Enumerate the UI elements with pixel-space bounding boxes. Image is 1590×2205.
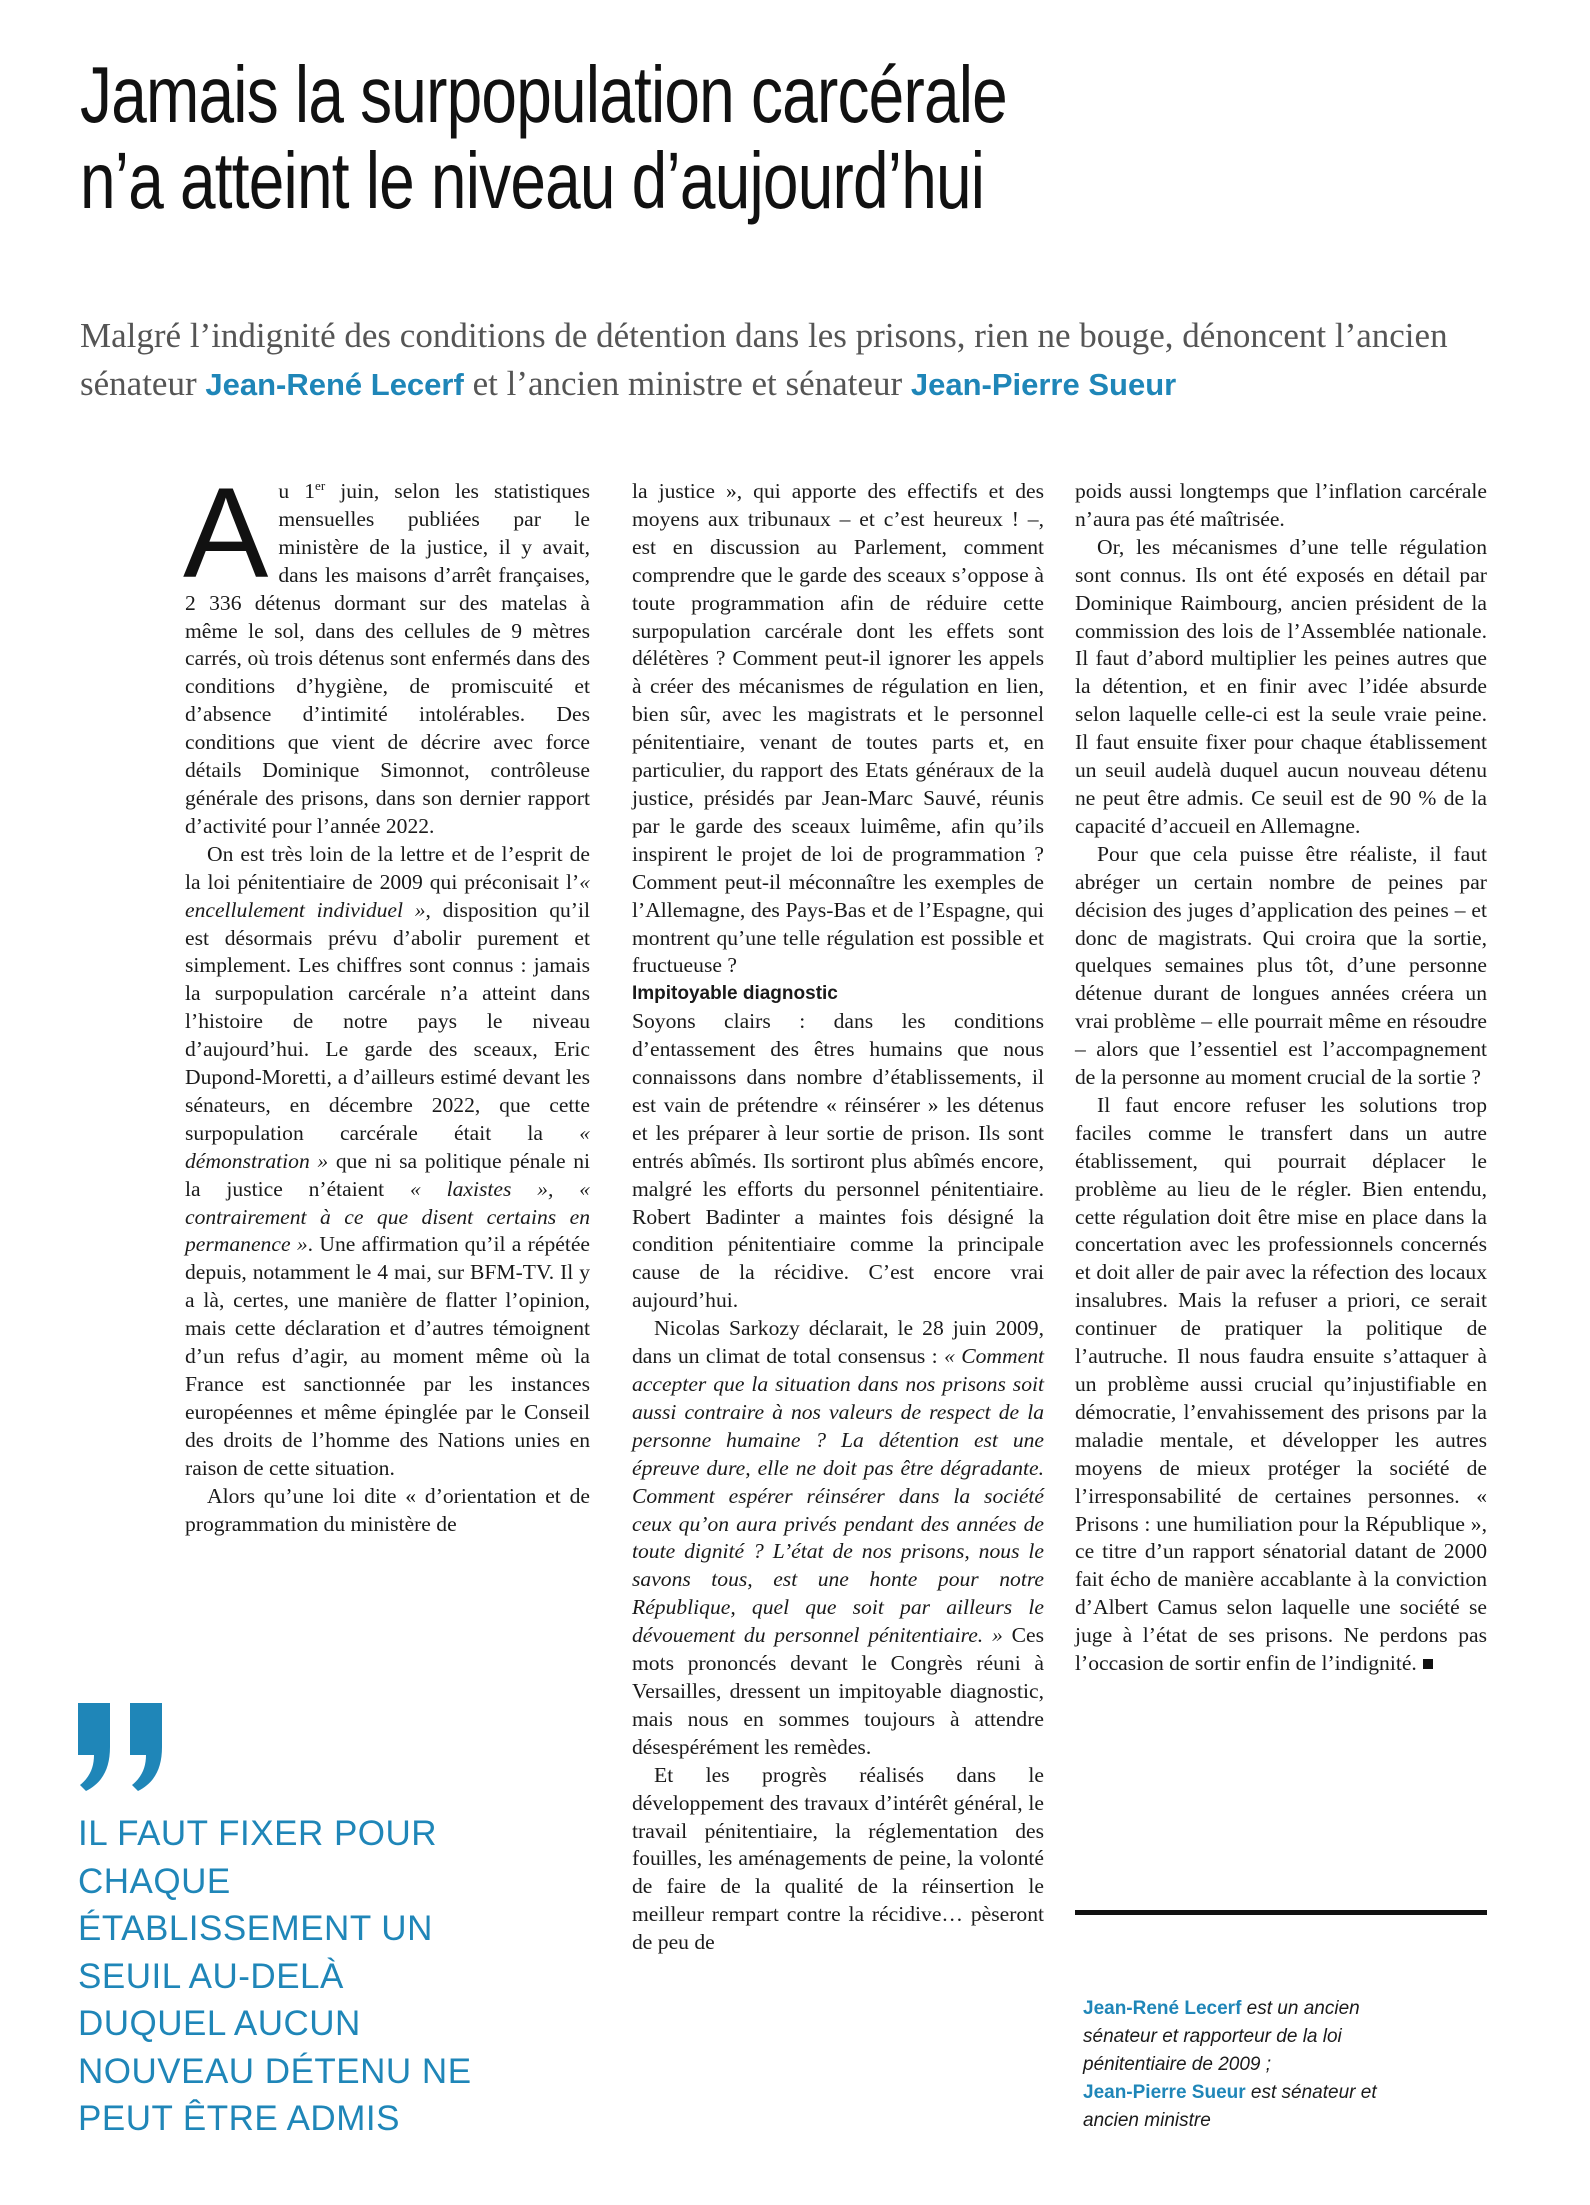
author-bio xyxy=(1083,1995,1423,2135)
bio-author-2: Jean-Pierre Sueur xyxy=(1083,2082,1246,2103)
article-column-2 xyxy=(632,478,1044,1957)
subtitle-author-2: Jean-Pierre Sueur xyxy=(910,367,1177,402)
paragraph: la justice », qui apporte des effectifs et des moyens aux tribunaux – et c’est heureux ! –, est en discussion au Parlement, comment comprendre que le garde des sceaux s’oppose à toute programmation afin de réduire cette surpopulation carcérale dont les effets sont délétères ? Comment peut-il ignorer les appels à créer des mécanismes de régulation en lien, bien sûr, avec les magistrats et le personnel pénitentiaire, venant de toutes parts et, en particulier, du rapport des Etats généraux de la justice, présidés par Jean-Marc Sauvé, réunis par le garde des sceaux luimême, afin qu’ils inspirent le projet de loi de programmation ? Comment peut-il méconnaître les exemples de l’Allemagne, des Pays-Bas et de l’Espagne, qui montrent qu’une telle régulation est possible et fructueuse ? xyxy=(632,479,1044,978)
quote-text: « Comment accepter que la situation dans nos prisons soit aussi contraire à nos valeurs de respect de la personne humaine ? La détention est une épreuve dure, elle ne doit pas être dégradante. Comment espérer réinsérer dans la société ceux qu’on aura privés pendant des années de toute dignité ? L’état de nos prisons, nous le savons tous, est une honte pour notre République, quel que soit par ailleurs le dévouement du personnel pénitentiaire. » xyxy=(632,1344,1044,1648)
paragraph xyxy=(183,462,590,841)
title-line-2: n’a atteint le niveau d’aujourd’hui xyxy=(80,136,985,225)
paragraph: Alors qu’une loi dite « d’orientation et de programmation du ministère de xyxy=(185,1483,590,1536)
end-square-icon xyxy=(1423,1659,1433,1669)
subtitle-author-1: Jean-René Lecerf xyxy=(205,367,464,402)
paragraph-text: , disposition qu’il est désormais prévu d’abolir purement et simplement. Les chiffres sont connus : jamais la surpopulation carcérale n’a atteint dans l’histoire de notre pays le niveau d’aujourd’hui. Le garde des sceaux, Eric Dupond-Moretti, a d’ailleurs estimé devant les sénateurs, en décembre 2022, que cette surpopulation carcérale était la xyxy=(185,897,590,1145)
subtitle-text-2: et l’ancien ministre et sénateur xyxy=(463,364,911,403)
paragraph: Pour que cela puisse être réaliste, il faut abréger un certain nombre de peines par décision des juges d’application des peines – et donc de magistrats. Qui croira que la sortie, quelques semaines plus tôt, d’une personne détenue durant de longues années créera un vrai problème – elle pourrait même en résoudre – alors que l’essentiel est l’accompagnement de la personne au moment crucial de la sortie ? xyxy=(1075,841,1487,1090)
drop-cap: A xyxy=(183,462,269,605)
paragraph-text: On est très loin de la lettre et de l’esprit de la loi pénitentiaire de 2009 qui préconisait l’ xyxy=(185,841,590,894)
paragraph xyxy=(1075,1092,1487,1678)
article-column-1 xyxy=(183,462,590,1538)
quotation-mark-icon xyxy=(74,1695,174,1795)
paragraph-text: Nicolas Sarkozy déclarait, le 28 juin 2009, dans un climat de total consensus : xyxy=(632,1316,1044,1369)
paragraph-text: que ni sa politique pénale ni la justice n’étaient xyxy=(185,1148,590,1201)
pull-quote: IL FAUT FIXER POUR CHAQUE ÉTABLISSEMENT UN SEUIL AU-DELÀ DUQUEL AUCUN NOUVEAU DÉTENU NE PEUT ÊTRE ADMIS xyxy=(78,1814,472,2138)
section-subhead: Impitoyable diagnostic xyxy=(632,983,838,1005)
paragraph-text: u 1 xyxy=(278,479,316,503)
paragraph: poids aussi longtemps que l’inflation carcérale n’aura pas été maîtrisée. xyxy=(1075,479,1487,531)
bio-author-1: Jean-René Lecerf xyxy=(1083,1998,1242,2019)
paragraph: Or, les mécanismes d’une telle régulation sont connus. Ils ont été exposés en détail par Dominique Raimbourg, ancien président de la commission des lois de l’Assemblée nationale. Il faut d’abord multiplier les peines autres que la détention, et en finir avec l’idée absurde selon laquelle celle-ci est la seule vraie peine. Il faut ensuite fixer pour chaque établissement un seuil audelà duquel aucun nouveau détenu ne peut être admis. Ce seuil est de 90 % de la capacité d’accueil en Allemagne. xyxy=(1075,534,1487,838)
quote-text: « laxistes », « contrairement à ce que disent certains en permanence » xyxy=(185,1176,590,1257)
subtitle-text-1: Malgré l’indignité des conditions de détention dans les prisons, rien ne bouge, dénoncent l’ancien sénateur xyxy=(80,316,1448,403)
article-subtitle xyxy=(80,312,1520,409)
paragraph xyxy=(632,1315,1044,1762)
paragraph xyxy=(185,841,590,1483)
bio-desc-1: est un ancien sénateur et rapporteur de la loi pénitentiaire de 2009 ; xyxy=(1083,1998,1360,2075)
paragraph-text: juin, selon les statistiques mensuelles publiées par le ministère de la justice, il y avait, dans les maisons d’arrêt françaises, 2 336 détenus dormant sur des matelas à même le sol, dans des cellules de 9 mètres carrés, où trois détenus sont enfermés dans des conditions d’hygiène, de promiscuité et d’absence d’intimité intolérables. Des conditions que vient de décrire avec force détails Dominique Simonnot, contrôleuse générale des prisons, dans son dernier rapport d’activité pour l’année 2022. xyxy=(185,479,590,838)
paragraph-text: Ces mots prononcés devant le Congrès réuni à Versailles, dressent un impitoyable diagnostic, mais nous en sommes toujours à attendre désespérément les remèdes. xyxy=(632,1623,1044,1759)
paragraph: Et les progrès réalisés dans le développement des travaux d’intérêt général, le travail pénitentiaire, la réglementation des fouilles, les aménagements de peine, la volonté de faire de la qualité de la réinsertion le meilleur rempart contre la récidive… pèseront de peu de xyxy=(632,1762,1044,1955)
paragraph: Soyons clairs : dans les conditions d’entassement des êtres humains que nous connaissons dans nombre d’établissements, il est vain de prétendre « réinsérer » les détenus et les préparer à leur sortie de prison. Ils sont entrés abîmés. Ils sortiront plus abîmés encore, malgré les efforts du personnel pénitentiaire. Robert Badinter a maintes fois désigné la condition pénitentiaire comme la principale cause de la récidive. C’est encore vrai aujourd’hui. xyxy=(632,1009,1044,1313)
paragraph-text: . Une affirmation qu’il a répétée depuis, notamment le 4 mai, sur BFM-TV. Il y a là, certes, une manière de flatter l’opinion, mais cette déclaration et d’autres témoignent d’un refus d’agir, au moment même où la France est sanctionnée par les instances européennes et même épinglée par le Conseil des droits de l’homme des Nations unies en raison de cette situation. xyxy=(185,1232,590,1480)
title-line-1: Jamais la surpopulation carcérale xyxy=(80,50,1007,139)
article-title xyxy=(80,52,1248,224)
separator-bar xyxy=(1075,1910,1487,1915)
quote-text: « encellulement individuel » xyxy=(185,869,590,922)
article-column-3 xyxy=(1075,478,1487,1678)
paragraph-text: Il faut encore refuser les solutions trop faciles comme le transfert dans un autre établissement, qui pourrait déplacer le problème au lieu de le régler. Bien entendu, cette régulation doit être mise en place dans la concertation avec les professionnels concernés et doit aller de pair avec la réfection des locaux insalubres. Mais la refuser a priori, ce serait continuer de pratiquer la politique de l’autruche. Il nous faudra ensuite s’attaquer à un problème aussi crucial qu’injustifiable en démocratie, l’envahissement des prisons par la maladie mentale, et développer les autres moyens de mieux protéger la société de l’irresponsabilité de certaines personnes. « Prisons : une humiliation pour la République », ce titre d’un rapport sénatorial datant de 2000 fait écho de manière accablante à la conviction d’Albert Camus selon laquelle une société se juge à l’état de ses prisons. Ne perdons pas l’occasion de sortir enfin de l’indignité. xyxy=(1075,1092,1487,1676)
ordinal-suffix: er xyxy=(315,477,326,493)
quote-text: « démonstration » xyxy=(185,1120,590,1173)
bio-desc-2: est sénateur et ancien ministre xyxy=(1083,2082,1377,2131)
